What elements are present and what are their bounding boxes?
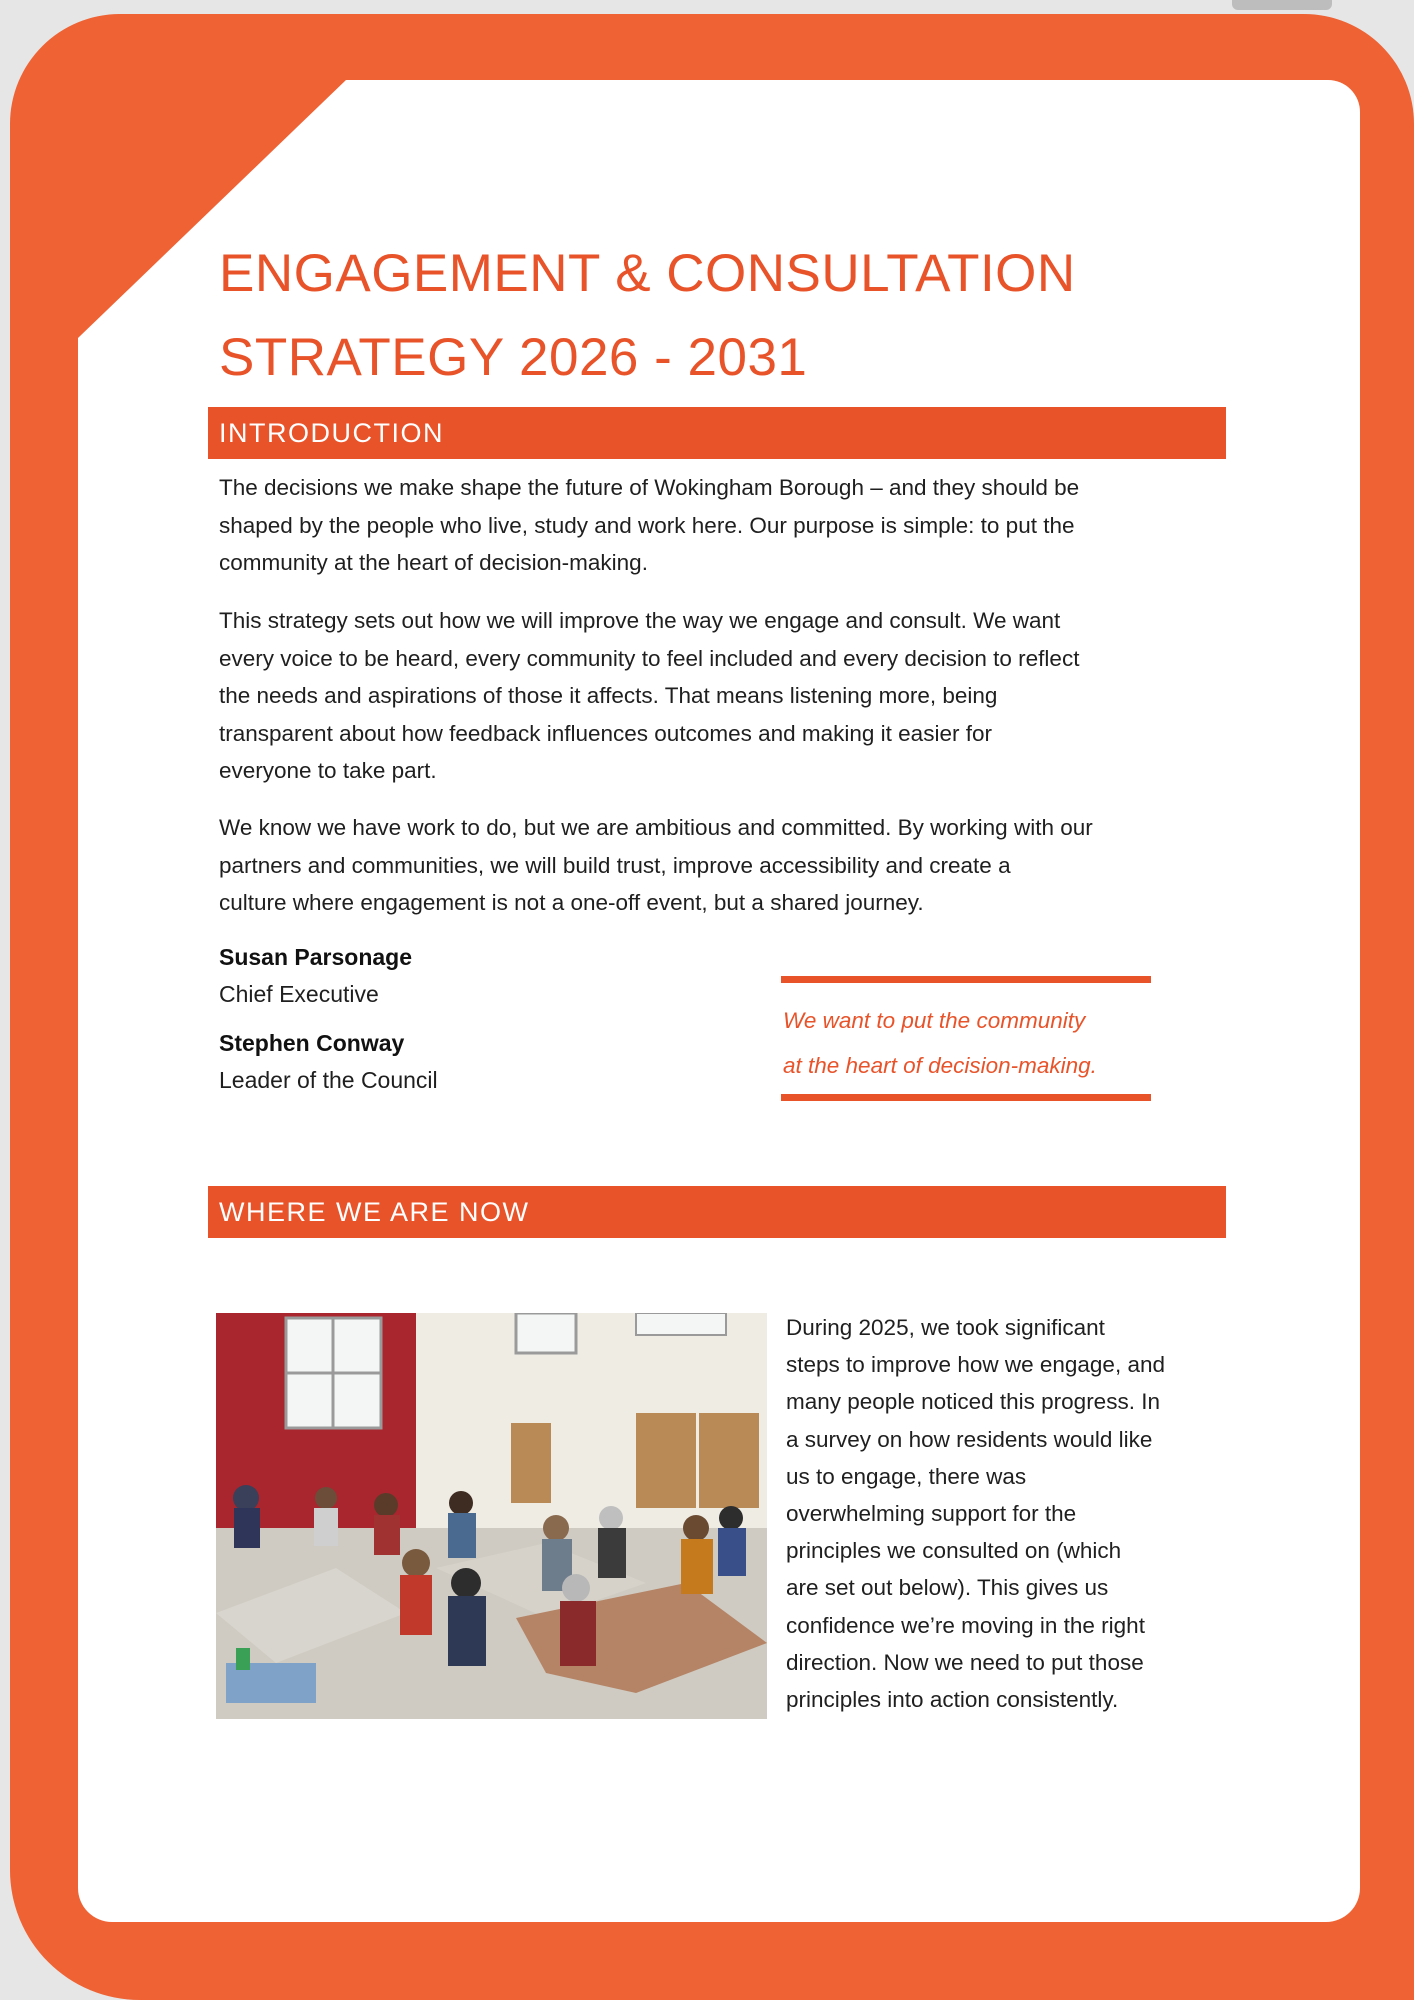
text-line: transparent about how feedback influences outcomes and making it easier for [219, 720, 992, 746]
text-line: principles we consulted on (which [786, 1538, 1122, 1564]
text-line: The decisions we make shape the future of Wokingham Borough – and they should be [219, 475, 1080, 500]
text-line: principles into action consistently. [786, 1687, 1119, 1713]
title-line-1: ENGAGEMENT & CONSULTATION [219, 244, 1076, 303]
text-line: a survey on how residents would like [786, 1426, 1153, 1452]
text-line: During 2025, we took significant [786, 1315, 1105, 1340]
intro-paragraph-1 [219, 469, 1224, 582]
text-line: direction. Now we need to put those [786, 1649, 1144, 1675]
pull-quote [783, 998, 1163, 1088]
text-line: partners and communities, we will build trust, improve accessibility and create a [219, 852, 1011, 878]
signatory-name-1: Susan Parsonage [219, 944, 413, 970]
text-line: us to engage, there was [786, 1463, 1027, 1489]
corner-tab [1232, 0, 1332, 10]
text-line: culture where engagement is not a one-off event, but a shared journey. [219, 890, 924, 915]
text-line: everyone to take part. [219, 758, 437, 783]
signatory-name-2: Stephen Conway [219, 1030, 405, 1056]
signatory-role-2: Leader of the Council [219, 1067, 438, 1093]
quote-line: We want to put the community [783, 1008, 1086, 1033]
signatory-role-1: Chief Executive [219, 981, 379, 1007]
where-we-are-now-text [786, 1309, 1226, 1718]
text-line: overwhelming support for the [786, 1501, 1077, 1527]
community-workshop-photo [216, 1313, 767, 1719]
intro-paragraph-2 [219, 602, 1224, 790]
quote-rule-top [781, 976, 1151, 983]
text-line: many people noticed this progress. In [786, 1389, 1160, 1415]
title-line-2: STRATEGY 2026 - 2031 [219, 328, 808, 387]
introduction-heading: INTRODUCTION [208, 407, 1226, 459]
text-line: are set out below). This gives us [786, 1575, 1109, 1601]
text-line: every voice to be heard, every community to feel included and every decision to reflect [219, 645, 1080, 671]
text-line: the needs and aspirations of those it affects. That means listening more, being [219, 683, 998, 708]
quote-rule-bottom [781, 1094, 1151, 1101]
text-line: We know we have work to do, but we are ambitious and committed. By working with our [219, 815, 1093, 840]
text-line: community at the heart of decision-making. [219, 550, 648, 575]
intro-paragraph-3 [219, 809, 1224, 922]
text-line: confidence we’re moving in the right [786, 1612, 1145, 1638]
page-title [219, 232, 1119, 400]
text-line: This strategy sets out how we will improve the way we engage and consult. We want [219, 608, 1061, 633]
where-we-are-now-heading: WHERE WE ARE NOW [208, 1186, 1226, 1238]
text-line: steps to improve how we engage, and [786, 1352, 1165, 1378]
quote-line: at the heart of decision-making. [783, 1053, 1097, 1078]
text-line: shaped by the people who live, study and work here. Our purpose is simple: to put the [219, 512, 1075, 538]
